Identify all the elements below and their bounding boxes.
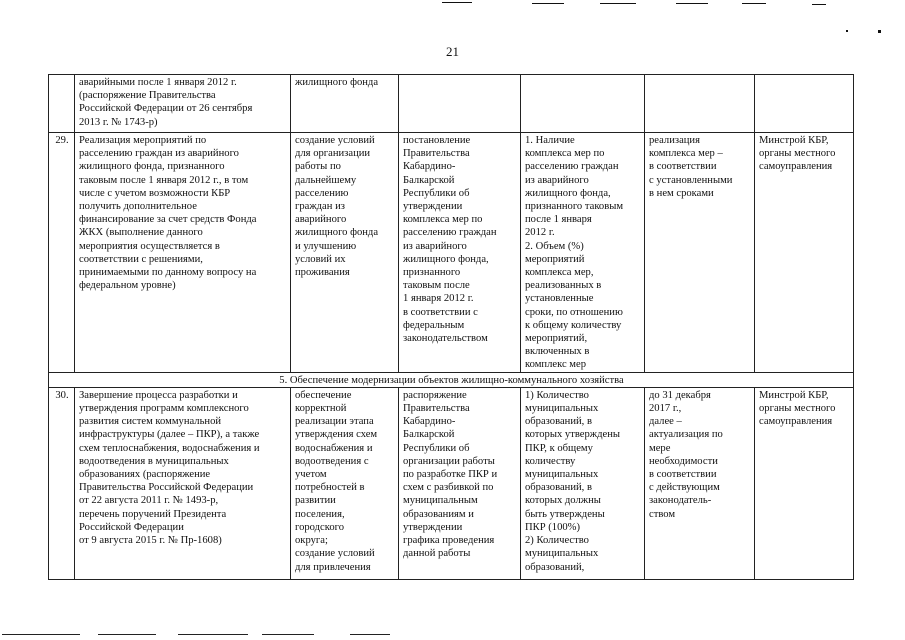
scan-artifact-line (2, 634, 80, 635)
row-number-cell: 30. (49, 387, 75, 579)
deadline-cell (645, 75, 755, 133)
deadline-cell: до 31 декабря 2017 г., далее – актуализация по мере необходимости в соответствии с действующим законодатель- ством (645, 387, 755, 579)
measure-cell: Реализация мероприятий по расселению граждан из аварийного жилищного фонда, признанного таковым после 1 января 2012 г., в том числе с учетом возможности КБР получить дополнительное финансирование за счет средств Фонда ЖКХ (выполнение данного мероприятия осуществляется в соответствии с решениями, принимаемыми по данному вопросу на федеральном уровне) (75, 133, 291, 373)
document-cell: постановление Правительства Кабардино- Балкарской Республики об утверждении комплекса мер по расселению граждан из аварийного жилищного фонда, признанного таковым после 1 января 2012 г. в соответствии с федеральным законодательством (399, 133, 521, 373)
scan-artifact-line (600, 3, 636, 4)
table-row (49, 133, 854, 373)
measure-cell: аварийными после 1 января 2012 г. (распоряжение Правительства Российской Федерации от 26 сентября 2013 г. № 1743-р) (75, 75, 291, 133)
deadline-cell: реализация комплекса мер – в соответствии с установленными в нем сроками (645, 133, 755, 373)
goal-cell: жилищного фонда (291, 75, 399, 133)
table-row (49, 75, 854, 133)
scan-artifact-line (350, 634, 390, 635)
executor-cell: Минстрой КБР, органы местного самоуправления (755, 133, 854, 373)
executor-cell (755, 75, 854, 133)
indicator-cell: 1. Наличие комплекса мер по расселению граждан из аварийного жилищного фонда, признанного таковым после 1 января 2012 г. 2. Объем (%) мероприятий комплекса мер, реализованных в установленные сроки, по отношению к общему количеству мероприятий, включенных в комплекс мер (521, 133, 645, 373)
scan-artifact-line (812, 4, 826, 5)
scan-artifact-line (178, 634, 248, 635)
scan-artifact-line (98, 634, 156, 635)
goal-cell: создание условий для организации работы по дальнейшему расселению граждан из аварийного жилищного фонда и улучшению условий их проживания (291, 133, 399, 373)
scan-artifact-line (532, 3, 564, 4)
goal-cell: обеспечение корректной реализации этапа утверждения схем водоснабжения и водоотведения с учетом потребностей в развитии поселения, городского округа; создание условий для привлечения (291, 387, 399, 579)
scan-artifact-line (742, 3, 766, 4)
measures-table (48, 74, 854, 580)
indicator-cell (521, 75, 645, 133)
row-number-cell (49, 75, 75, 133)
section-title: 5. Обеспечение модернизации объектов жилищно-коммунального хозяйства (49, 372, 854, 387)
document-cell: распоряжение Правительства Кабардино- Балкарской Республики об организации работы по разработке ПКР и схем с разбивкой по муниципальным образованиям и утверждении графика проведения данной работы (399, 387, 521, 579)
scan-artifact-dot (846, 30, 848, 32)
document-cell (399, 75, 521, 133)
section-header-row (49, 372, 854, 387)
table-row (49, 387, 854, 579)
row-number-cell: 29. (49, 133, 75, 373)
executor-cell: Минстрой КБР, органы местного самоуправления (755, 387, 854, 579)
scan-artifact-dot (878, 30, 881, 33)
measure-cell: Завершение процесса разработки и утверждения программ комплексного развития систем коммунальной инфраструктуры (далее – ПКР), а также схем теплоснабжения, водоснабжения и водоотведения в муниципальных образованиях (распоряжение Правительства Российской Федерации от 22 августа 2011 г. № 1493-р, перечень поручений Президента Российской Федерации от 9 августа 2015 г. № Пр-1608) (75, 387, 291, 579)
indicator-cell: 1) Количество муниципальных образований, в которых утверждены ПКР, к общему количеству муниципальных образований, в которых должны быть утверждены ПКР (100%) 2) Количество муниципальных образований, (521, 387, 645, 579)
scan-artifact-line (442, 2, 472, 3)
scan-artifact-line (676, 3, 708, 4)
page-number: 21 (446, 44, 459, 59)
scan-artifact-line (262, 634, 314, 635)
